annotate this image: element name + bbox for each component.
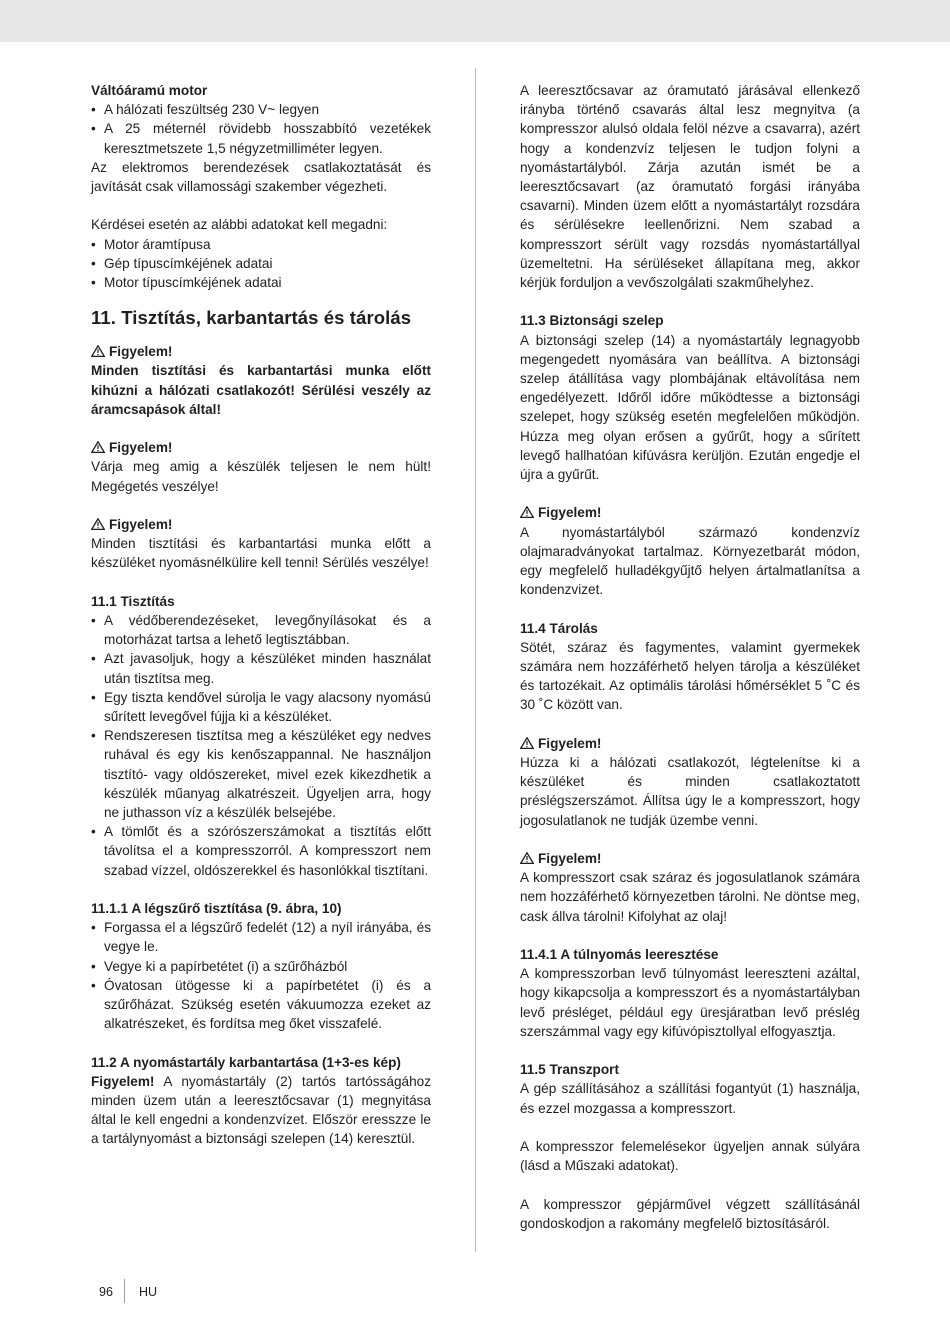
questions-bullets — [91, 235, 431, 293]
warning-label: Figyelem! — [109, 517, 173, 533]
transport-text: A kompresszor felemelésekor ügyeljen annak súlyára (lásd a Műszaki adatokat). — [520, 1139, 860, 1174]
questions-intro: Kérdései esetén az alábbi adatokat kell megadni: — [91, 217, 388, 233]
language-code: HU — [139, 1285, 158, 1299]
overpressure-title: 11.4.1 A túlnyomás leeresztése — [520, 947, 719, 963]
warning-heading — [520, 503, 860, 522]
list-item: • A védőberendezéseket, levegőnyílásokat és a motorházat tartsa a lehető legtisztábban. — [91, 611, 431, 649]
list-item: • Motor típuscímkéjének adatai — [91, 273, 431, 292]
list-item: • Rendszeresen tisztítsa meg a készüléket egy nedves ruhával és egy kis kenőszappannal. Ne használjon tisztító- vagy oldószereket, mivel ezek kikezdhetik a készülék műanyag alkatrészeit. Ügyeljen arra, hogy ne juthasson víz a készülék belsejébe. — [91, 726, 431, 822]
warning-triangle-icon — [91, 345, 105, 357]
list-item: • A 25 méternél rövidebb hosszabbító vezetékek keresztmetszete 1,5 négyzetmilliméter legyen. — [91, 119, 431, 157]
warning-triangle-icon — [520, 737, 534, 749]
tank-title: 11.2 A nyomástartály karbantartása (1+3-es kép) — [91, 1054, 401, 1070]
overpressure-text: A kompresszorban levő túlnyomást leereszteni azáltal, hogy kikapcsolja a kompresszort és a nyomástartályban levő présléget, például egy üresjáratban levő préslég szerszámmal vagy egy kifúvópisztollyal elfogyasztja. — [520, 966, 860, 1039]
storage-title: 11.4 Tárolás — [520, 620, 598, 636]
footer-divider — [124, 1279, 125, 1303]
warning-label: Figyelem! — [538, 735, 602, 751]
left-column — [91, 81, 431, 1149]
cleaning-bullets — [91, 611, 431, 880]
warning-label: Figyelem! — [109, 440, 173, 456]
page-number: 96 — [99, 1285, 113, 1299]
warning-heading — [520, 849, 860, 868]
motor-bullets — [91, 100, 431, 158]
airfilter-title: 11.1.1 A légszűrő tisztítása (9. ábra, 10) — [91, 901, 342, 917]
drain-text: A leeresztőcsavar az óramutató járásával ellenkező irányba történő csavarás által lesz megnyitva (a kompresszor alulsó oldala felöl nézve a csavarra), azért hogy a kondenzvíz teljesen le tudjon folyni a nyomástartályból. Zárja azután ismét be a leeresztőcsavart (az óramutató forgási irányába csavarni). Minden üzem előtt a nyomástartályt rozsdára és sérülésekre leellenőrizni. Nem szabad a kompresszort sérült vagy rozsdás nyomástartállyal üzemeltetni. Ha sérüléseket állapítana meg, akkor kérjük forduljon a vevőszolgálati szakműhelyhez. — [520, 83, 860, 291]
cleaning-title: 11.1 Tisztítás — [91, 593, 175, 609]
section-title: 11. Tisztítás, karbantartás és tárolás — [91, 307, 412, 329]
warning-label: Figyelem! — [109, 344, 173, 360]
list-item: • Egy tiszta kendővel súrolja le vagy alacsony nyomású sűrített levegővel fújja ki a készüléket. — [91, 688, 431, 726]
right-column — [520, 81, 860, 1233]
warning-text: Minden tisztítási és karbantartási munka előtt kihúzni a hálózati csatlakozót! Sérülési veszély az áramcsapások által! — [91, 363, 431, 417]
transport-text: A kompresszor gépjárművel végzett szállításánál gondoskodjon a rakomány megfelelő biztosításáról. — [520, 1196, 860, 1231]
warning-heading — [91, 515, 431, 534]
motor-note: Az elektromos berendezések csatlakoztatását és javítását csak villamossági szakember végezheti. — [91, 159, 431, 195]
warning-heading — [91, 342, 431, 361]
airfilter-bullets — [91, 918, 431, 1033]
list-item: • Azt javasoljuk, hogy a készüléket minden használat után tisztítsa meg. — [91, 649, 431, 687]
transport-text: A gép szállításához a szállítási fogantyút (1) használja, és ezzel mozgassa a kompresszort. — [520, 1081, 860, 1116]
warning-triangle-icon — [520, 506, 534, 518]
list-item: • Forgassa el a légszűrő fedelét (12) a nyíl irányába, és vegye le. — [91, 918, 431, 956]
column-divider — [475, 68, 476, 1252]
warning-text: Minden tisztítási és karbantartási munka előtt a készüléket nyomásnélkülire kell tenni! Sérülés veszélye! — [91, 536, 431, 571]
tank-body: A nyomástartály (2) tartós tartósságához minden üzem után a leeresztőcsavar (1) megnyitása által le kell engedni a kondenzvízet. Először eresszze le a tartálynyomást a biztonsági szelepen (14) keresztül. — [91, 1073, 431, 1147]
list-item: • A hálózati feszültség 230 V~ legyen — [91, 100, 431, 119]
list-item: • Óvatosan ütögesse ki a papírbetétet (i) és a szűrőházat. Szükség esetén vákuumozza ezeket az alkatrészeket, és fordítsa meg őket visszafelé. — [91, 976, 431, 1034]
warning-heading — [520, 734, 860, 753]
tank-warning-label: Figyelem! — [91, 1073, 155, 1089]
warning-triangle-icon — [91, 441, 105, 453]
warning-text: Várja meg amig a készülék teljesen le nem hült! Megégetés veszélye! — [91, 459, 431, 494]
motor-title: Váltóáramú motor — [91, 83, 208, 98]
valve-title: 11.3 Biztonsági szelep — [520, 313, 664, 329]
warning-text: A kompresszort csak száraz és jogosulatlanok számára nem hozzáférhető környezetben tárolni. Ne döntse meg, cask állva tárolni! Kifolyhat az olaj! — [520, 870, 860, 924]
warning-text: A nyomástartályból származó kondenzvíz olajmaradványokat tartalmaz. Környezetbarát módon, egy megfelelő hulladékgyűjtő helyen ártalmatlanítsa a kondenzvizet. — [520, 524, 860, 598]
warning-triangle-icon — [520, 852, 534, 864]
warning-triangle-icon — [91, 518, 105, 530]
valve-text: A biztonsági szelep (14) a nyomástartály legnagyobb megengedett nyomására van beállítva. A biztonsági szelep átállítása vagy plombájának eltávolítása nem engedélyezett. Időről időre működtesse a biztonsági szelepet, hogy szükség esetén megfelelően működjön. Húzza meg olyan erősen a gyűrűt, hogy a sűrített levegő hallhatóan kifúvásra kerüljön. Ezután engedje el újra a gyűrűt. — [520, 332, 860, 483]
warning-label: Figyelem! — [538, 851, 602, 867]
transport-title: 11.5 Transzport — [520, 1062, 619, 1078]
warning-heading — [91, 438, 431, 457]
top-bar — [0, 0, 950, 42]
list-item: • Motor áramtípusa — [91, 235, 431, 254]
tank-text — [91, 1072, 431, 1149]
warning-label: Figyelem! — [538, 505, 602, 521]
list-item: • A tömlőt és a szórószerszámokat a tisztítás előtt távolítsa el a kompresszorról. A kompresszort nem szabad vízzel, oldószerekkel és hasonlókkal tisztítani. — [91, 822, 431, 880]
list-item: • Vegye ki a papírbetétet (i) a szűrőházból — [91, 957, 431, 976]
warning-text: Húzza ki a hálózati csatlakozót, légtelenítse ki a készüléket és minden csatlakoztatott préslégszerszámot. Állítsa úgy le a kompresszort, hogy jogosulatlanok ne tudják üzembe venni. — [520, 755, 860, 828]
storage-text: Sötét, száraz és fagymentes, valamint gyermekek számára nem hozzáférhető helyen tárolja a készüléket és tartozékait. Az optimális tárolási hőmérséklet 5 ˚C és 30 ˚C között van. — [520, 639, 860, 713]
list-item: • Gép típuscímkéjének adatai — [91, 254, 431, 273]
